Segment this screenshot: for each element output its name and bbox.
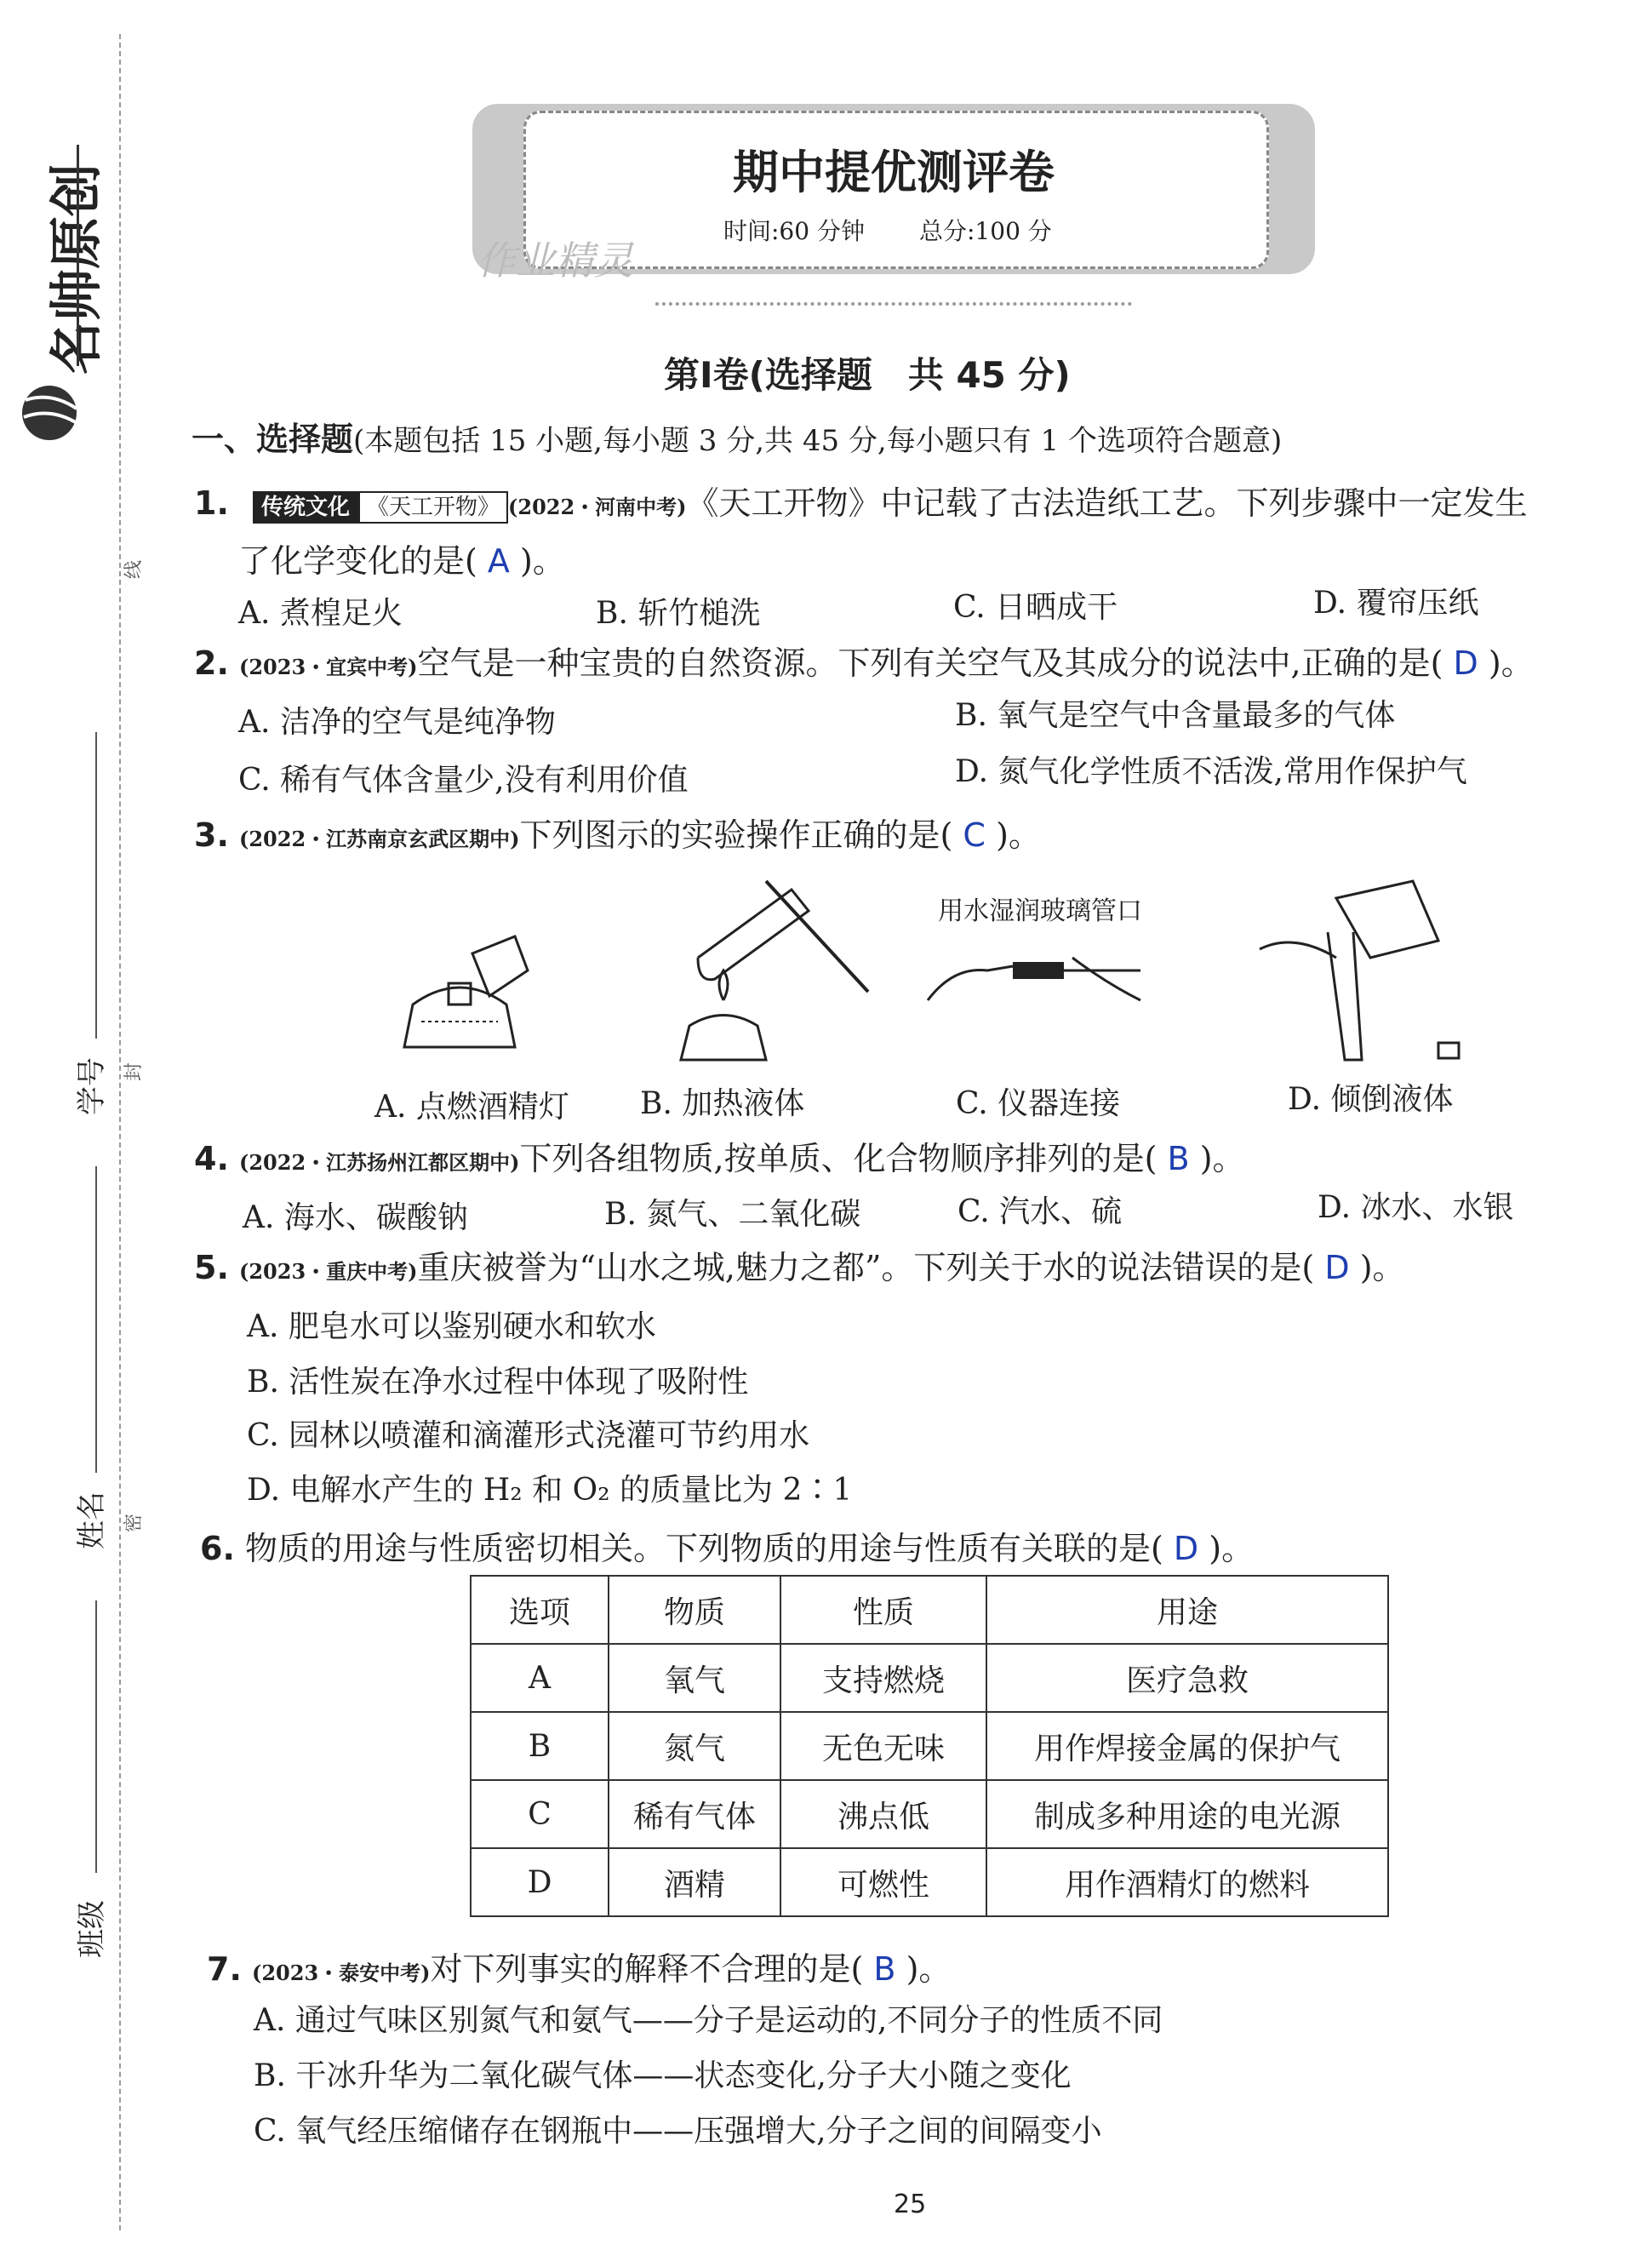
- table-cell: 制成多种用途的电光源: [986, 1780, 1388, 1848]
- option-b: B. 活性炭在净水过程中体现了吸附性: [247, 1365, 749, 1400]
- figure-note: 用水湿润玻璃管口: [938, 896, 1142, 926]
- pouring-liquid-figure: [1243, 864, 1464, 1068]
- option-a: A. 洁净的空气是纯净物: [238, 705, 556, 740]
- option-c: C. 园林以喷灌和滴灌形式浇灌可节约用水: [247, 1418, 810, 1453]
- question-source: (2022・江苏扬州江都区期中): [238, 1150, 520, 1175]
- option-c: C. 氧气经压缩储存在钢瓶中——压强增大,分子之间的间隔变小: [254, 2114, 1102, 2149]
- question-close: )。: [520, 542, 565, 580]
- question-number: 6.: [200, 1530, 235, 1567]
- question-close: )。: [1359, 1249, 1405, 1286]
- question-stem: 下列各组物质,按单质、化合物顺序排列的是(: [519, 1140, 1158, 1177]
- score-label: 总分:100 分: [919, 217, 1052, 245]
- question-1-cont: [238, 535, 565, 581]
- question-close: )。: [996, 816, 1041, 854]
- page-number: 25: [894, 2190, 927, 2219]
- table-cell: 氮气: [609, 1712, 780, 1780]
- question-stem: 空气是一种宝贵的自然资源。下列有关空气及其成分的说法中,正确的是(: [417, 644, 1443, 682]
- table-cell: 氧气: [609, 1644, 780, 1712]
- question-source: (2023・泰安中考): [251, 1961, 431, 1985]
- question-stem: 《天工开物》中记载了古法造纸工艺。下列步骤中一定发生: [686, 484, 1528, 522]
- question-source: (2022・河南中考): [508, 495, 687, 519]
- question-number: 5.: [194, 1249, 229, 1286]
- question-4: [194, 1132, 1245, 1179]
- figure-caption-d: D. 倾倒液体: [1288, 1082, 1454, 1117]
- brand-logo: [17, 375, 85, 455]
- option-b: B. 氮气、二氧化碳: [604, 1197, 861, 1232]
- table-cell: 稀有气体: [609, 1780, 780, 1848]
- instrument-connection-figure: [919, 932, 1158, 1026]
- question-6: [200, 1522, 1254, 1569]
- question-1: [194, 477, 1528, 524]
- table-cell: 用作焊接金属的保护气: [986, 1712, 1388, 1780]
- answer: A: [487, 542, 510, 580]
- figure-caption-c: C. 仪器连接: [956, 1086, 1121, 1121]
- figure-caption-b: B. 加热液体: [640, 1086, 805, 1121]
- student-no-field[interactable]: [95, 732, 97, 1039]
- option-b: B. 氧气是空气中含量最多的气体: [955, 698, 1396, 733]
- header-dots: [655, 302, 1132, 306]
- culture-tag: 传统文化: [253, 491, 358, 524]
- table-cell: 沸点低: [780, 1780, 986, 1848]
- answer: D: [1324, 1249, 1350, 1286]
- question-source: (2023・重庆中考): [238, 1259, 418, 1284]
- alcohol-lamp-lighting-figure: [387, 919, 532, 1056]
- name-label: 姓名: [75, 1491, 109, 1549]
- table-cell: D: [471, 1848, 609, 1916]
- table-cell: C: [471, 1780, 609, 1848]
- option-b: B. 斩竹槌洗: [596, 596, 761, 631]
- time-label: 时间:60 分钟: [723, 217, 865, 245]
- option-d: D. 氮气化学性质不活泼,常用作保护气: [955, 754, 1467, 789]
- answer: D: [1173, 1530, 1199, 1567]
- part1-note: (本题包括 15 小题,每小题 3 分,共 45 分,每小题只有 1 个选项符合题意): [353, 424, 1283, 458]
- question-stem-cont: 了化学变化的是(: [238, 542, 477, 580]
- question-number: 4.: [194, 1140, 229, 1177]
- question-number: 3.: [194, 816, 229, 854]
- answer: B: [1167, 1140, 1190, 1177]
- table-row: [471, 1848, 1388, 1916]
- option-c: C. 稀有气体含量少,没有利用价值: [238, 763, 689, 798]
- option-c: C. 汽水、硫: [957, 1194, 1123, 1229]
- class-field[interactable]: [95, 1600, 97, 1873]
- question-stem: 对下列事实的解释不合理的是(: [430, 1950, 864, 1988]
- answer: D: [1453, 644, 1478, 682]
- culture-tag-book: 《天工开物》: [358, 491, 508, 524]
- table-cell: 可燃性: [780, 1848, 986, 1916]
- page-title: 期中提优测评卷: [733, 146, 1055, 199]
- table-row: [471, 1780, 1388, 1848]
- table-cell: 酒精: [609, 1848, 780, 1916]
- question-number: 2.: [194, 644, 229, 682]
- watermark: 作业精灵: [477, 238, 633, 283]
- question-5: [194, 1241, 1405, 1288]
- table-header: 用途: [986, 1576, 1388, 1644]
- table-cell: 用作酒精灯的燃料: [986, 1848, 1388, 1916]
- question-stem: 下列图示的实验操作正确的是(: [519, 816, 953, 854]
- question-source: (2022・江苏南京玄武区期中): [238, 827, 520, 851]
- part1-heading: [191, 413, 1282, 460]
- table-cell: B: [471, 1712, 609, 1780]
- question-close: )。: [1199, 1140, 1245, 1177]
- section-title: 第Ⅰ卷(选择题 共 45 分): [664, 354, 1071, 396]
- table-header: 物质: [609, 1576, 780, 1644]
- option-a: A. 煮楻足火: [238, 596, 403, 631]
- table-header: 选项: [471, 1576, 609, 1644]
- question-close: )。: [1488, 644, 1534, 682]
- option-b: B. 干冰升华为二氧化碳气体——状态变化,分子大小随之变化: [254, 2058, 1072, 2093]
- answer: C: [963, 816, 986, 854]
- brand-underline: [77, 145, 79, 366]
- logo-globe-icon: [17, 375, 85, 451]
- binding-dashed-line: [119, 34, 121, 2230]
- question-number: 1.: [194, 484, 229, 522]
- table-row: [471, 1644, 1388, 1712]
- table-row: [471, 1712, 1388, 1780]
- part1-title: 一、选择题: [191, 421, 354, 458]
- question-7: [207, 1943, 951, 1989]
- table-cell: 支持燃烧: [780, 1644, 986, 1712]
- binding-seal-label: 封: [123, 1062, 145, 1081]
- student-no-label: 学号: [75, 1057, 109, 1115]
- option-a: A. 海水、碳酸钠: [243, 1200, 468, 1235]
- heating-liquid-figure: [664, 864, 885, 1068]
- class-label: 班级: [75, 1900, 109, 1958]
- table-header-row: [471, 1576, 1388, 1644]
- option-a: A. 肥皂水可以鉴别硬水和软水: [247, 1309, 656, 1344]
- question-stem: 重庆被誉为“山水之城,魅力之都”。下列关于水的说法错误的是(: [417, 1249, 1315, 1286]
- properties-table: [470, 1575, 1389, 1917]
- question-3: [194, 809, 1041, 856]
- binding-line-label: 线: [123, 559, 145, 579]
- question-source: (2023・宜宾中考): [238, 655, 418, 679]
- option-a: A. 通过气味区别氮气和氨气——分子是运动的,不同分子的性质不同: [254, 2003, 1163, 2038]
- table-cell: 医疗急救: [986, 1644, 1388, 1712]
- binding-secret-label: 密: [123, 1513, 145, 1532]
- answer: B: [873, 1950, 896, 1988]
- option-d: D. 覆帘压纸: [1313, 586, 1479, 621]
- name-field[interactable]: [95, 1166, 97, 1473]
- table-cell: A: [471, 1644, 609, 1712]
- option-d: D. 电解水产生的 H₂ 和 O₂ 的质量比为 2∶1: [247, 1473, 853, 1508]
- brand-logo-text: 名帅原创: [45, 163, 107, 375]
- question-close: )。: [1209, 1530, 1255, 1567]
- question-stem: 物质的用途与性质密切相关。下列物质的用途与性质有关联的是(: [244, 1530, 1163, 1567]
- option-d: D. 冰水、水银: [1318, 1190, 1514, 1225]
- question-close: )。: [906, 1950, 952, 1988]
- question-number: 7.: [207, 1950, 242, 1988]
- question-2: [194, 637, 1534, 684]
- table-header: 性质: [780, 1576, 986, 1644]
- figure-caption-a: A. 点燃酒精灯: [374, 1090, 569, 1125]
- option-c: C. 日晒成干: [953, 590, 1118, 625]
- table-cell: 无色无味: [780, 1712, 986, 1780]
